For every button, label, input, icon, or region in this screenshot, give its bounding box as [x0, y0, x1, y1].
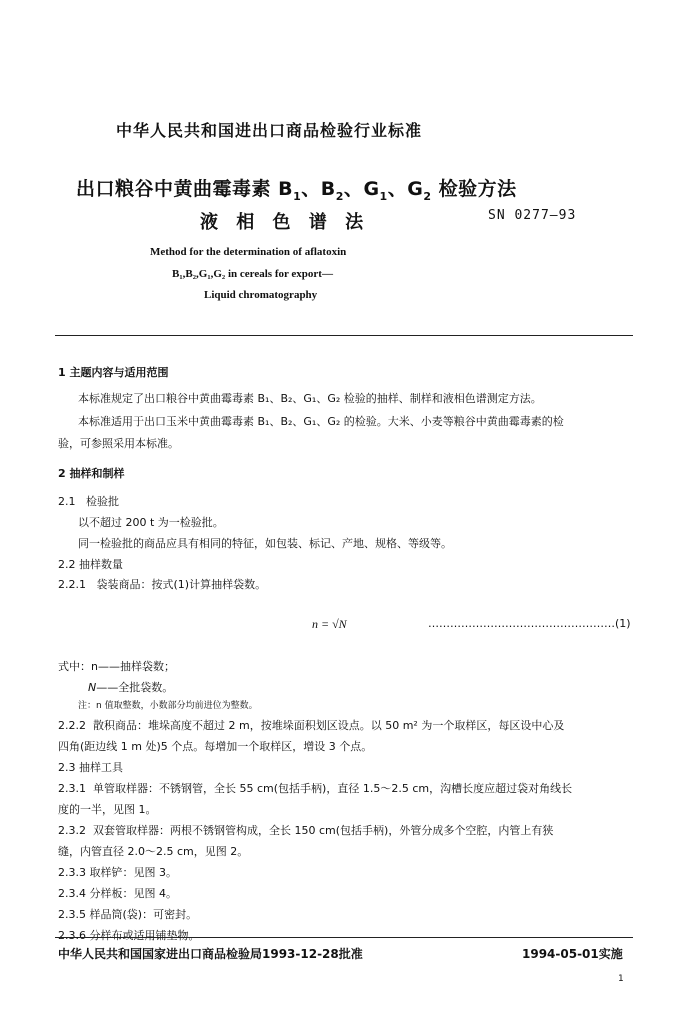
method-subtitle: 液 相 色 谱 法 [200, 212, 370, 233]
document-title: 出口粮谷中黄曲霉毒素 $B_1$、$B_2$、$G_1$、$G_2$ 检验方法 [76, 178, 517, 203]
bottom-divider [55, 937, 633, 938]
section-2-3-1-line-a: 2.3.1 单管取样器：不锈钢管，全长 55 cm(包括手柄)，直径 1.5～2.5 cm，沟槽长度应超过袋对角线长 [58, 782, 573, 795]
section-2-3-2-line-a: 2.3.2 双套管取样器：两根不锈钢管构成，全长 150 cm(包括手柄)，外管分成多个空腔，内管上有狭 [58, 824, 554, 837]
section-2-3-6: 2.3.6 分样布或适用铺垫物。 [58, 929, 200, 942]
section-2-3-2-line-b: 缝，内管直径 2.0～2.5 cm，见图 2。 [58, 845, 249, 858]
section-2-3-3: 2.3.3 取样铲：见图 3。 [58, 866, 177, 879]
formula-where-line-2: N——全批袋数。 [88, 681, 174, 694]
approval-statement: 中华人民共和国国家进出口商品检验局1993-12-28批准 [58, 947, 363, 961]
formula-number: ……………………………………………(1) [428, 617, 631, 630]
section-2-3-heading: 2.3 抽样工具 [58, 761, 123, 774]
publisher-header: 中华人民共和国进出口商品检验行业标准 [116, 121, 423, 140]
section-2-1-paragraph-2: 同一检验批的商品应具有相同的特征，如包装、标记、产地、规格、等级等。 [78, 537, 452, 550]
english-title-line1: Method for the determination of aflatoxin [150, 246, 347, 258]
formula-where-line-1: 式中：n——抽样袋数； [58, 660, 175, 673]
section-1-paragraph-2a: 本标准适用于出口玉米中黄曲霉毒素 B₁、B₂、G₁、G₂ 的检验。大米、小麦等粮谷中黄曲霉毒素的检 [78, 415, 564, 428]
top-divider [55, 335, 633, 336]
formula: n = √N [312, 617, 347, 631]
section-2-3-5: 2.3.5 样品筒(袋)：可密封。 [58, 908, 198, 921]
section-2-1-heading: 2.1 检验批 [58, 495, 119, 508]
section-1-paragraph-2b: 验，可参照采用本标准。 [58, 437, 179, 450]
section-1-paragraph-1: 本标准规定了出口粮谷中黄曲霉毒素 B₁、B₂、G₁、G₂ 检验的抽样、制样和液相色谱测定方法。 [78, 392, 542, 405]
section-2-2-heading: 2.2 抽样数量 [58, 558, 123, 571]
section-2-1-paragraph-1: 以不超过 200 t 为一检验批。 [78, 516, 224, 529]
section-2-3-4: 2.3.4 分样板：见图 4。 [58, 887, 177, 900]
section-1-heading: 1 主题内容与适用范围 [58, 366, 169, 379]
section-2-heading: 2 抽样和制样 [58, 467, 125, 480]
section-2-2-2-line-b: 四角(距边线 1 m 处)5 个点。每增加一个取样区，增设 3 个点。 [58, 740, 373, 753]
formula-note: 注：n 值取整数，小数部分均前进位为整数。 [78, 701, 258, 711]
document-number: SN 0277—93 [488, 208, 577, 223]
english-title-line3: Liquid chromatography [204, 289, 318, 301]
english-title-line2: B₁,B₂,G₁,G₂ in cereals for export— [172, 268, 333, 280]
page-number: 1 [618, 974, 624, 984]
section-2-2-2-line-a: 2.2.2 散积商品：堆垛高度不超过 2 m，按堆垛面积划区设点。以 50 m² 为一个取样区，每区设中心及 [58, 719, 565, 732]
section-2-3-1-line-b: 度的一半，见图 1。 [58, 803, 157, 816]
section-2-2-1: 2.2.1 袋装商品：按式(1)计算抽样袋数。 [58, 578, 267, 591]
effective-date: 1994-05-01实施 [522, 947, 623, 961]
